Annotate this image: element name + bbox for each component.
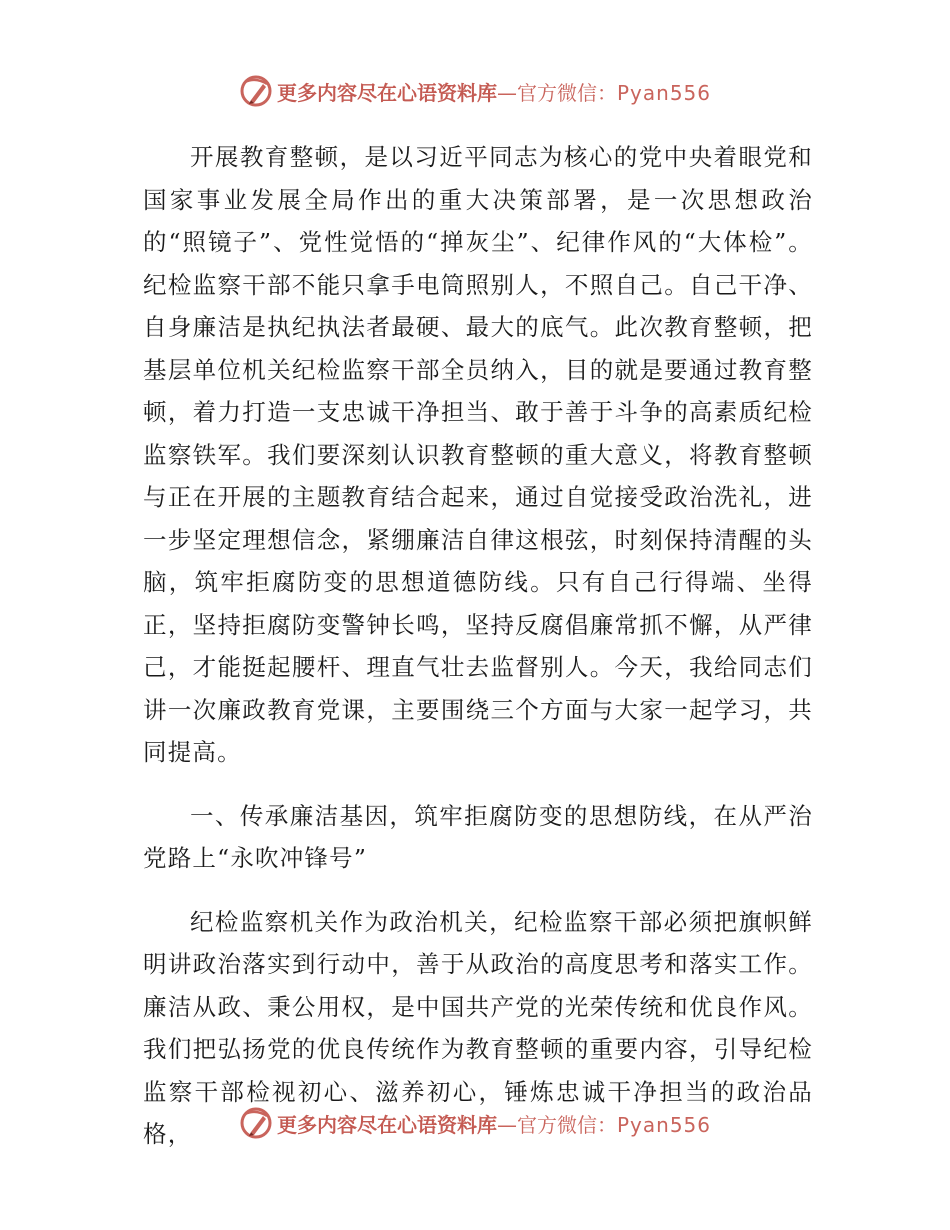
banner-contact-id: Pyan556	[616, 80, 711, 105]
banner-text	[277, 1109, 711, 1138]
document-body	[143, 136, 813, 1156]
banner-dash: —	[496, 80, 517, 105]
banner-contact-id: Pyan556	[616, 1112, 711, 1137]
header-banner	[0, 71, 950, 111]
pen-logo-icon	[239, 1106, 273, 1140]
banner-text	[277, 77, 711, 106]
banner-contact-label: 官方微信：	[516, 1112, 617, 1137]
banner-site-text: 更多内容尽在心语资料库	[276, 1112, 497, 1137]
footer-banner	[0, 1103, 950, 1143]
banner-dash: —	[496, 1112, 517, 1137]
section-heading: 一、传承廉洁基因，筑牢拒腐防变的思想防线，在从严治党路上“永吹冲锋号”	[143, 801, 813, 872]
banner-site-text: 更多内容尽在心语资料库	[276, 80, 497, 105]
body-paragraph: 开展教育整顿，是以习近平同志为核心的党中央着眼党和国家事业发展全局作出的重大决策部署，是一次思想政治的“照镜子”、党性觉悟的“掸灰尘”、纪律作风的“大体检”。纪检监察干部不能只拿手电筒照别人，不照自己。自己干净、自身廉洁是执纪执法者最硬、最大的底气。此次教育整顿，把基层单位机关纪检监察干部全员纳入，目的就是要通过教育整顿，着力打造一支忠诚干净担当、敢于善于斗争的高素质纪检监察铁军。我们要深刻认识教育整顿的重大意义，将教育整顿与正在开展的主题教育结合起来，通过自觉接受政治洗礼，进一步坚定理想信念，紧绷廉洁自律这根弦，时刻保持清醒的头脑，筑牢拒腐防变的思想道德防线。只有自己行得端、坐得正，坚持拒腐防变警钟长鸣，坚持反腐倡廉常抓不懈，从严律己，才能挺起腰杆、理直气壮去监督别人。今天，我给同志们讲一次廉政教育党课，主要围绕三个方面与大家一起学习，共同提高。	[143, 143, 813, 766]
pen-logo-icon	[239, 74, 273, 108]
body-paragraph: 纪检监察机关作为政治机关，纪检监察干部必须把旗帜鲜明讲政治落实到行动中，善于从政治的高度思考和落实工作。廉洁从政、秉公用权，是中国共产党的光荣传统和优良作风。我们把弘扬党的优良传统作为教育整顿的重要内容，引导纪检监察干部检视初心、滋养初心，锤炼忠诚干净担当的政治品格，	[143, 907, 813, 1148]
banner-contact-label: 官方微信：	[516, 80, 617, 105]
